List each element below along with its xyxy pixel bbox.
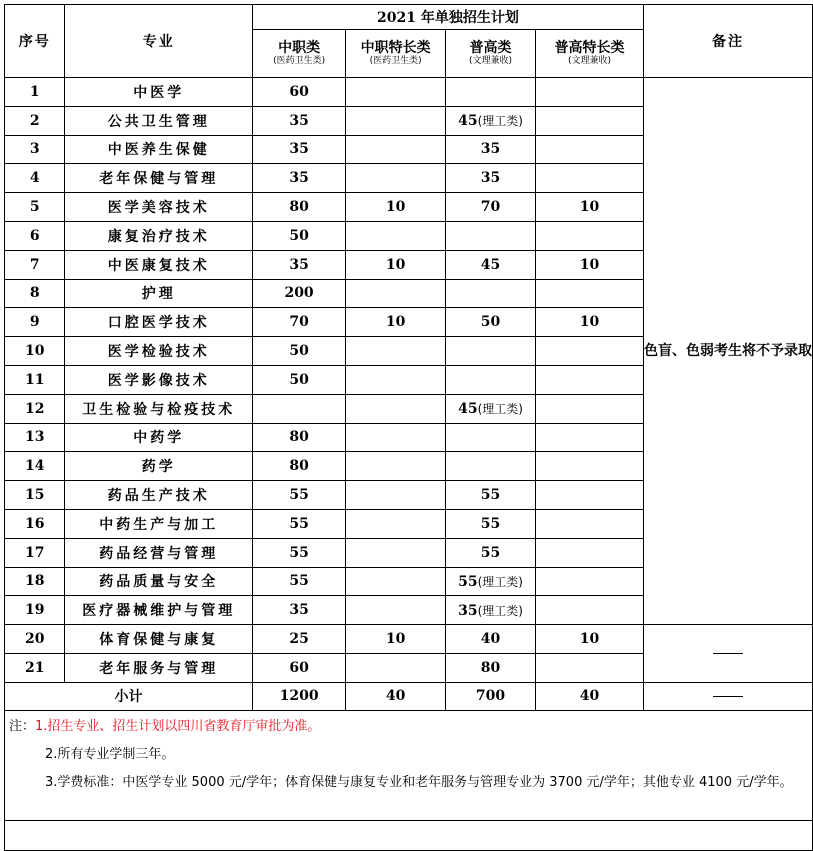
row-number: 15: [5, 481, 65, 510]
plan-cell: 35: [252, 164, 345, 193]
major-name: 中药生产与加工: [65, 509, 253, 538]
plan-cell: [536, 337, 644, 366]
category-note: (医药卫生类): [273, 56, 326, 66]
plan-cell: [536, 365, 644, 394]
row-number: 3: [5, 135, 65, 164]
major-name: 中医学: [65, 78, 253, 107]
plan-cell: 35: [252, 106, 345, 135]
subtotal-cell: 40: [536, 682, 644, 710]
enrollment-plan-table: [4, 4, 813, 851]
plan-cell: 50: [252, 365, 345, 394]
plan-cell: 55: [252, 538, 345, 567]
row-number: 21: [5, 653, 65, 682]
plan-value: 35: [458, 602, 478, 619]
remarks-header: 备注: [643, 5, 812, 78]
row-number: 2: [5, 106, 65, 135]
plan-cell: [446, 567, 536, 596]
plan-cell: [446, 78, 536, 107]
plan-cell: [536, 164, 644, 193]
plan-cell: [446, 337, 536, 366]
plan-cell: 10: [536, 625, 644, 654]
major-name: 药学: [65, 452, 253, 481]
plan-cell: [536, 538, 644, 567]
row-number: 6: [5, 221, 65, 250]
plan-cell: 50: [252, 221, 345, 250]
remark-merged-cell: 色盲、色弱考生将不予录取: [643, 78, 812, 625]
plan-cell: [346, 452, 446, 481]
plan-cell: 35: [252, 135, 345, 164]
plan-cell: [346, 164, 446, 193]
plan-cell: 50: [446, 308, 536, 337]
category-header: [536, 30, 644, 78]
dash-mark: [713, 696, 743, 697]
plan-suffix: (理工类): [477, 574, 523, 589]
major-name: 卫生检验与检疫技术: [65, 394, 253, 423]
category-note: (医药卫生类): [369, 56, 422, 66]
row-number: 16: [5, 509, 65, 538]
plan-cell: [536, 481, 644, 510]
notes-block: [5, 710, 813, 820]
seq-header: 序号: [5, 5, 65, 78]
major-name: 医学影像技术: [65, 365, 253, 394]
plan-cell: [346, 509, 446, 538]
plan-cell: [446, 221, 536, 250]
note-line-3: 3.学费标准：中医学专业 5000 元/学年；体育保健与康复专业和老年服务与管理专业为 3700 元/学年；其他专业 4100 元/学年。: [45, 774, 793, 790]
plan-cell: [346, 365, 446, 394]
plan-cell: 55: [252, 509, 345, 538]
plan-cell: 60: [252, 78, 345, 107]
plan-cell: [346, 279, 446, 308]
plan-cell: [536, 78, 644, 107]
note-line-2: 2.所有专业学制三年。: [45, 746, 175, 762]
plan-cell: [346, 423, 446, 452]
row-number: 19: [5, 596, 65, 625]
plan-cell: [536, 509, 644, 538]
row-number: 5: [5, 193, 65, 222]
plan-value: 45: [458, 401, 478, 418]
remark-cell: [643, 682, 812, 710]
major-name: 药品质量与安全: [65, 567, 253, 596]
plan-cell: [446, 394, 536, 423]
major-name: 医疗器械维护与管理: [65, 596, 253, 625]
major-name: 老年保健与管理: [65, 164, 253, 193]
category-name: 中职特长类: [360, 40, 431, 56]
note-line-1: [9, 713, 808, 741]
category-name: 普高类: [469, 40, 512, 56]
plan-cell: 25: [252, 625, 345, 654]
plan-cell: [346, 337, 446, 366]
dash-mark: [713, 653, 743, 654]
plan-cell: [346, 538, 446, 567]
major-name: 药品生产技术: [65, 481, 253, 510]
plan-cell: [252, 394, 345, 423]
plan-cell: 10: [346, 193, 446, 222]
plan-cell: [536, 452, 644, 481]
major-name: 口腔医学技术: [65, 308, 253, 337]
category-header: [446, 30, 536, 78]
plan-cell: [346, 78, 446, 107]
plan-cell: [446, 452, 536, 481]
plan-cell: [446, 106, 536, 135]
plan-cell: 60: [252, 653, 345, 682]
plan-title: 2021 年单独招生计划: [252, 5, 643, 30]
plan-cell: 55: [252, 481, 345, 510]
row-number: 4: [5, 164, 65, 193]
row-number: 14: [5, 452, 65, 481]
plan-cell: 10: [536, 308, 644, 337]
remark-cell: [643, 625, 812, 683]
plan-cell: [536, 596, 644, 625]
major-name: 康复治疗技术: [65, 221, 253, 250]
plan-cell: [346, 653, 446, 682]
plan-cell: 10: [346, 250, 446, 279]
plan-cell: [446, 279, 536, 308]
plan-cell: [346, 481, 446, 510]
plan-cell: 55: [446, 538, 536, 567]
category-header: [346, 30, 446, 78]
plan-cell: [346, 394, 446, 423]
plan-cell: [346, 596, 446, 625]
plan-cell: [346, 221, 446, 250]
major-name: 药品经营与管理: [65, 538, 253, 567]
plan-cell: 35: [446, 135, 536, 164]
plan-cell: 45: [446, 250, 536, 279]
row-number: 8: [5, 279, 65, 308]
category-header: [252, 30, 345, 78]
major-name: 中医康复技术: [65, 250, 253, 279]
plan-cell: [446, 423, 536, 452]
plan-value: 55: [458, 573, 478, 590]
plan-suffix: (理工类): [477, 402, 523, 417]
plan-cell: 55: [446, 509, 536, 538]
plan-cell: 70: [446, 193, 536, 222]
row-number: 9: [5, 308, 65, 337]
plan-cell: [536, 653, 644, 682]
row-number: 11: [5, 365, 65, 394]
subtotal-label: 小计: [5, 682, 253, 710]
category-name: 中职类: [278, 40, 321, 56]
plan-cell: [346, 106, 446, 135]
plan-cell: 200: [252, 279, 345, 308]
plan-cell: [536, 394, 644, 423]
plan-cell: 80: [252, 193, 345, 222]
plan-cell: [536, 423, 644, 452]
plan-cell: 55: [252, 567, 345, 596]
plan-cell: [346, 135, 446, 164]
category-note: (文理兼收): [567, 56, 612, 66]
plan-cell: 80: [252, 452, 345, 481]
plan-cell: 80: [252, 423, 345, 452]
plan-cell: 35: [252, 250, 345, 279]
major-name: 公共卫生管理: [65, 106, 253, 135]
row-number: 17: [5, 538, 65, 567]
subtotal-cell: 1200: [252, 682, 345, 710]
note-red-text: 1.招生专业、招生计划以四川省教育厅审批为准。: [35, 718, 321, 734]
table-row: [5, 625, 813, 654]
plan-cell: 70: [252, 308, 345, 337]
row-number: 18: [5, 567, 65, 596]
plan-cell: [536, 567, 644, 596]
subtotal-cell: 700: [446, 682, 536, 710]
note-prefix: 注：: [9, 718, 36, 734]
plan-cell: [536, 221, 644, 250]
plan-value: 45: [458, 113, 478, 130]
plan-cell: 55: [446, 481, 536, 510]
category-note: (文理兼收): [469, 56, 513, 66]
major-header: 专业: [65, 5, 253, 78]
plan-cell: 35: [252, 596, 345, 625]
plan-cell: 50: [252, 337, 345, 366]
plan-cell: 10: [346, 625, 446, 654]
plan-suffix: (理工类): [477, 603, 523, 618]
row-number: 12: [5, 394, 65, 423]
plan-cell: 10: [346, 308, 446, 337]
category-name: 普高特长类: [554, 40, 625, 56]
empty-footer-row: [5, 820, 813, 850]
plan-cell: 35: [446, 164, 536, 193]
row-number: 13: [5, 423, 65, 452]
major-name: 中药学: [65, 423, 253, 452]
table-row: [5, 78, 813, 107]
plan-cell: [536, 135, 644, 164]
major-name: 老年服务与管理: [65, 653, 253, 682]
row-number: 1: [5, 78, 65, 107]
plan-cell: [536, 279, 644, 308]
major-name: 中医养生保健: [65, 135, 253, 164]
plan-cell: [446, 365, 536, 394]
major-name: 医学检验技术: [65, 337, 253, 366]
plan-cell: [346, 567, 446, 596]
plan-cell: 10: [536, 250, 644, 279]
plan-cell: 80: [446, 653, 536, 682]
major-name: 护理: [65, 279, 253, 308]
row-number: 10: [5, 337, 65, 366]
plan-cell: 10: [536, 193, 644, 222]
plan-cell: [446, 596, 536, 625]
plan-cell: [536, 106, 644, 135]
plan-cell: 40: [446, 625, 536, 654]
row-number: 7: [5, 250, 65, 279]
plan-suffix: (理工类): [477, 114, 523, 129]
major-name: 体育保健与康复: [65, 625, 253, 654]
major-name: 医学美容技术: [65, 193, 253, 222]
subtotal-cell: 40: [346, 682, 446, 710]
row-number: 20: [5, 625, 65, 654]
